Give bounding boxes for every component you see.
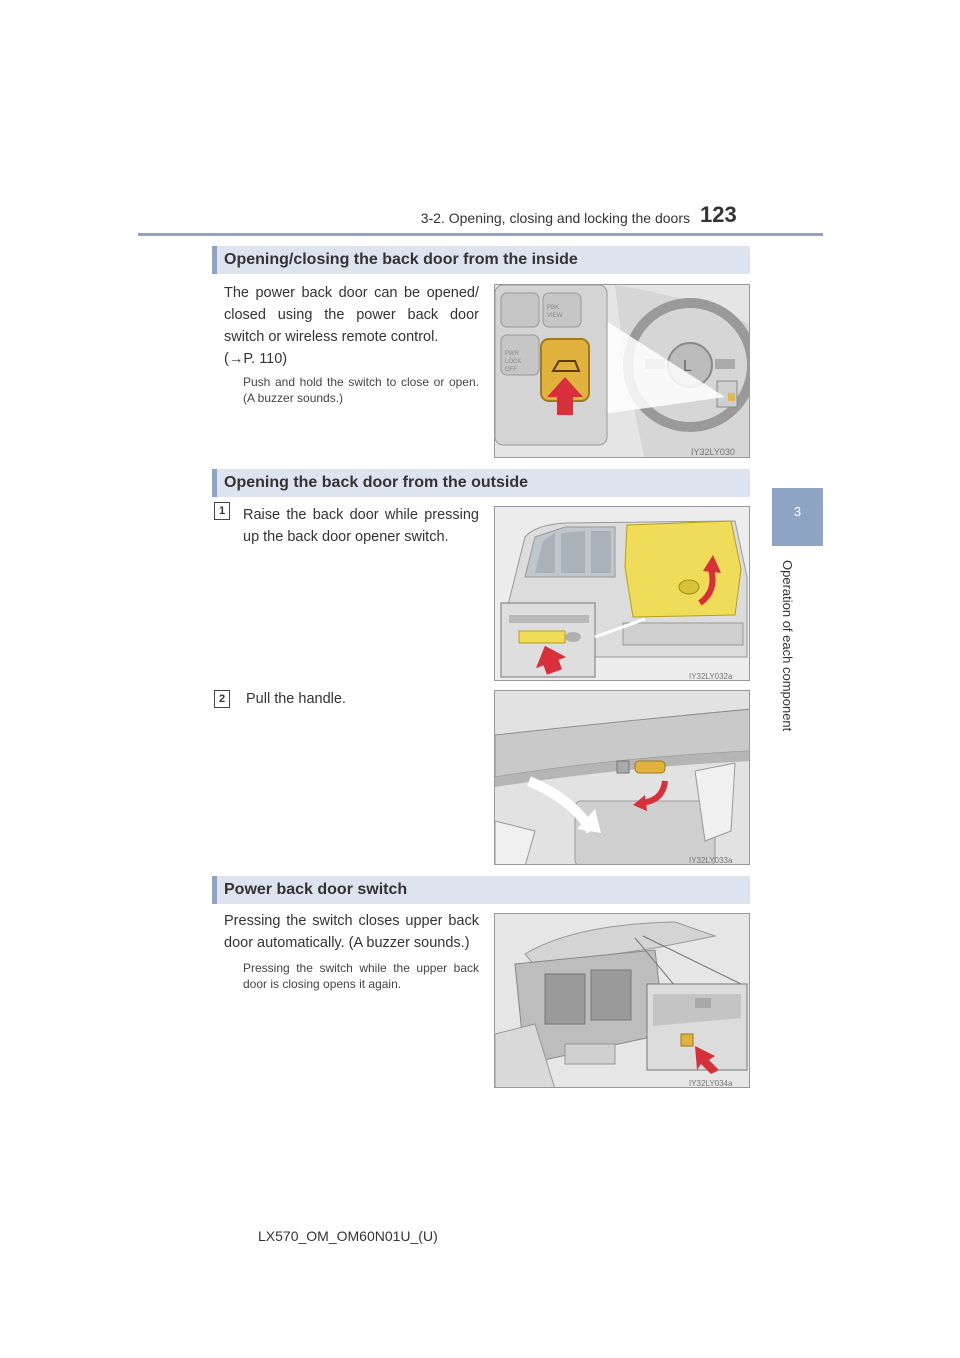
step-number-2: 2 <box>214 690 230 708</box>
svg-text:LOCK: LOCK <box>505 359 522 365</box>
svg-text:VIEW: VIEW <box>547 313 563 319</box>
section-title-inside: Opening/closing the back door from the inside <box>224 251 578 268</box>
figure-code: IY32LY032a <box>689 672 733 681</box>
figure-pull-handle <box>494 690 750 865</box>
section-1-note: Push and hold the switch to close or open. (A buzzer sounds.) <box>243 375 479 405</box>
running-header: 3-2. Opening, closing and locking the doors <box>420 210 690 226</box>
section-title-outside: Opening the back door from the outside <box>224 474 529 491</box>
document-code: LX570_OM_OM60N01U_(U) <box>258 1228 438 1244</box>
step-1-text: Raise the back door while pressing up the back door opener switch. <box>243 507 479 545</box>
page-number: 123 <box>700 202 737 227</box>
figure-code: IY32LY030 <box>691 447 735 457</box>
switch-location-illustration <box>495 914 750 1088</box>
figure-power-back-door-switch <box>494 284 750 458</box>
pull-handle-illustration <box>495 691 750 865</box>
figure-back-door-opener <box>494 506 750 681</box>
figure-code: IY32LY034a <box>689 1079 733 1088</box>
svg-text:PWR: PWR <box>505 351 519 357</box>
header-divider <box>138 233 823 236</box>
chapter-label: Operation of each component <box>780 560 795 732</box>
figure-back-door-switch-location <box>494 913 750 1088</box>
section-title-switch: Power back door switch <box>224 881 408 898</box>
svg-text:PBK: PBK <box>547 305 560 311</box>
page-reference: (→P. 110) <box>224 351 288 367</box>
figure-code: IY32LY033a <box>689 856 733 865</box>
back-door-opener-illustration <box>495 507 750 681</box>
section-3-text: Pressing the switch closes upper back door automatically. (A buzzer sounds.) <box>224 913 479 951</box>
svg-text:OFF: OFF <box>505 367 517 373</box>
step-number-1: 1 <box>214 502 230 520</box>
chapter-tab: 3 <box>772 488 823 546</box>
interior-switch-illustration <box>495 285 750 458</box>
svg-text:L: L <box>683 358 692 375</box>
section-1-text: The power back door can be opened/ closed using the power back door switch or wireless remote control. <box>224 285 479 345</box>
section-3-note: Pressing the switch while the upper back door is closing opens it again. <box>243 961 479 991</box>
step-2-text: Pull the handle. <box>246 691 346 707</box>
